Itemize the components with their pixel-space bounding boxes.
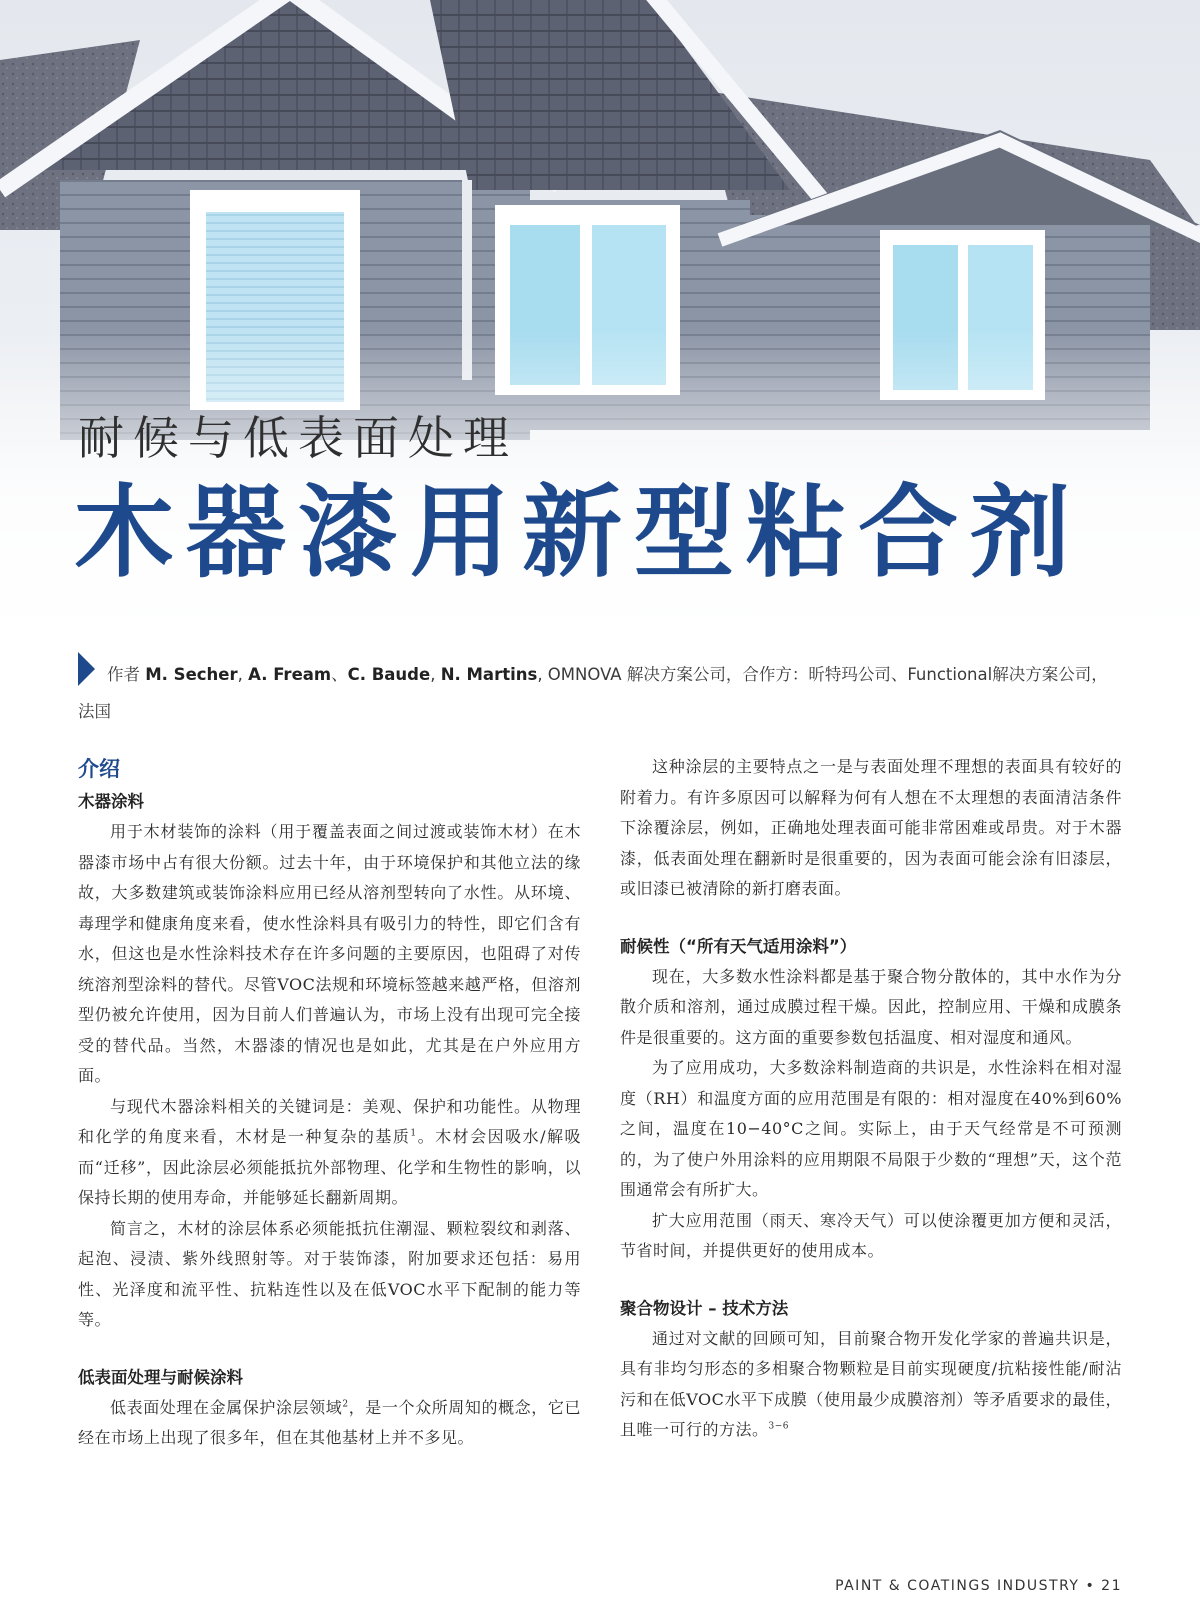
footer-separator: • bbox=[1079, 1578, 1102, 1594]
byline-arrow-icon bbox=[78, 652, 95, 686]
right-column bbox=[620, 752, 1122, 1446]
paragraph-text: 通过对文献的回顾可知，目前聚合物开发化学家的普遍共识是，具有非均匀形态的多相聚合物颗粒是目前实现硬度/抗粘接性能/耐沾污和在低VOC水平下成膜（使用最少成膜溶剂）等矛盾要求的最佳，且唯一可行的方法。 bbox=[620, 1328, 1122, 1439]
author-name: C. Baude bbox=[347, 665, 431, 684]
paragraph bbox=[620, 1324, 1122, 1446]
subheading-weatherability: 耐候性（“所有天气适用涂料”） bbox=[620, 936, 857, 956]
paragraph: 用于木材装饰的涂料（用于覆盖表面之间过渡或装饰木材）在木器漆市场中占有很大份额。过去十年，由于环境保护和其他立法的缘故，大多数建筑或装饰涂料应用已经从溶剂型转向了水性。从环境、毒理学和健康角度来看，使水性涂料具有吸引力的特性，即它们含有水，但这也是水性涂料技术存在许多问题的主要原因，也阻碍了对传统溶剂型涂料的替代。尽管VOC法规和环境标签越来越严格，但溶剂型仍被允许使用，因为目前人们普遍认为，市场上没有出现可完全接受的替代品。当然，木器漆的情况也是如此，尤其是在户外应用方面。 bbox=[78, 822, 581, 1085]
reference-mark: 2 bbox=[342, 1399, 349, 1410]
page-footer bbox=[835, 1578, 1122, 1594]
author-name: M. Secher bbox=[145, 665, 238, 684]
article-kicker: 耐候与低表面处理 bbox=[78, 411, 518, 465]
paragraph: 这种涂层的主要特点之一是与表面处理不理想的表面具有较好的附着力。有许多原因可以解释为何有人想在不太理想的表面清洁条件下涂覆涂层，例如，正确地处理表面可能非常困难或昂贵。对于木器漆，低表面处理在翻新时是很重要的，因为表面可能会涂有旧漆层，或旧漆已被清除的新打磨表面。 bbox=[620, 757, 1122, 898]
reference-mark: 3−6 bbox=[768, 1421, 790, 1432]
byline-separator: , bbox=[430, 665, 441, 684]
paragraph-text: 与现代木器涂料相关的关键词是：美观、保护和功能性。从物理和化学的角度来看，木材是一种复杂的基质 bbox=[78, 1096, 581, 1146]
subheading-wood-coatings: 木器涂料 bbox=[78, 792, 144, 811]
paragraph: 现在，大多数水性涂料都是基于聚合物分散体的，其中水作为分散介质和溶剂，通过成膜过程干燥。因此，控制应用、干燥和成膜条件是很重要的。这方面的重要参数包括温度、相对湿度和通风。 bbox=[620, 966, 1122, 1047]
paragraph bbox=[78, 1092, 581, 1214]
paragraph: 为了应用成功，大多数涂料制造商的共识是，水性涂料在相对湿度（RH）和温度方面的应用范围是有限的：相对湿度在40%到60%之间，温度在10−40°C之间。实际上，由于天气经常是不可预测的，为了使户外用涂料的应用期限不局限于少数的“理想”天，这个范围通常会有所扩大。 bbox=[620, 1058, 1122, 1199]
byline-separator: 、 bbox=[331, 665, 348, 684]
paragraph-text: 。木材会因吸水/解吸而“迁移”，因此涂层必须能抵抗外部物理、化学和生物性的影响，以保持长期的使用寿命，并能够延长翻新周期。 bbox=[78, 1127, 581, 1207]
subheading-low-surface: 低表面处理与耐候涂料 bbox=[78, 1367, 243, 1387]
paragraph: 扩大应用范围（雨天、寒冷天气）可以使涂覆更加方便和灵活，节省时间，并提供更好的使用成本。 bbox=[620, 1210, 1122, 1260]
article-title: 木器漆用新型粘合剂 bbox=[74, 474, 1082, 591]
author-name: A. Fream bbox=[248, 665, 332, 684]
paragraph: 简言之，木材的涂层体系必须能抵抗住潮湿、颗粒裂纹和剥落、起泡、浸渍、紫外线照射等。对于装饰漆，附加要求还包括：易用性、光泽度和流平性、抗粘连性以及在低VOC水平下配制的能力等等。 bbox=[78, 1218, 581, 1329]
left-column bbox=[78, 752, 581, 1454]
page-number: 21 bbox=[1101, 1578, 1122, 1594]
author-name: N. Martins bbox=[440, 665, 538, 684]
paragraph bbox=[78, 1393, 581, 1454]
paragraph-text: 低表面处理在金属保护涂层领域 bbox=[110, 1397, 343, 1417]
reference-mark: 1 bbox=[410, 1128, 417, 1139]
subheading-polymer-design: 聚合物设计 – 技术方法 bbox=[620, 1298, 789, 1318]
byline-prefix: 作者 bbox=[107, 665, 140, 684]
journal-name: PAINT & COATINGS INDUSTRY bbox=[835, 1578, 1080, 1594]
byline-separator: , bbox=[237, 665, 249, 684]
byline bbox=[78, 652, 1123, 730]
section-title-intro: 介绍 bbox=[78, 757, 120, 781]
byline-affiliation: , OMNOVA 解决方案公司，合作方：昕特玛公司、Functional解决方案公司，法国 bbox=[78, 665, 1108, 721]
paragraph-text: ，是一个众所周知的概念，它已经在市场上出现了很多年，但在其他基材上并不多见。 bbox=[78, 1397, 581, 1447]
